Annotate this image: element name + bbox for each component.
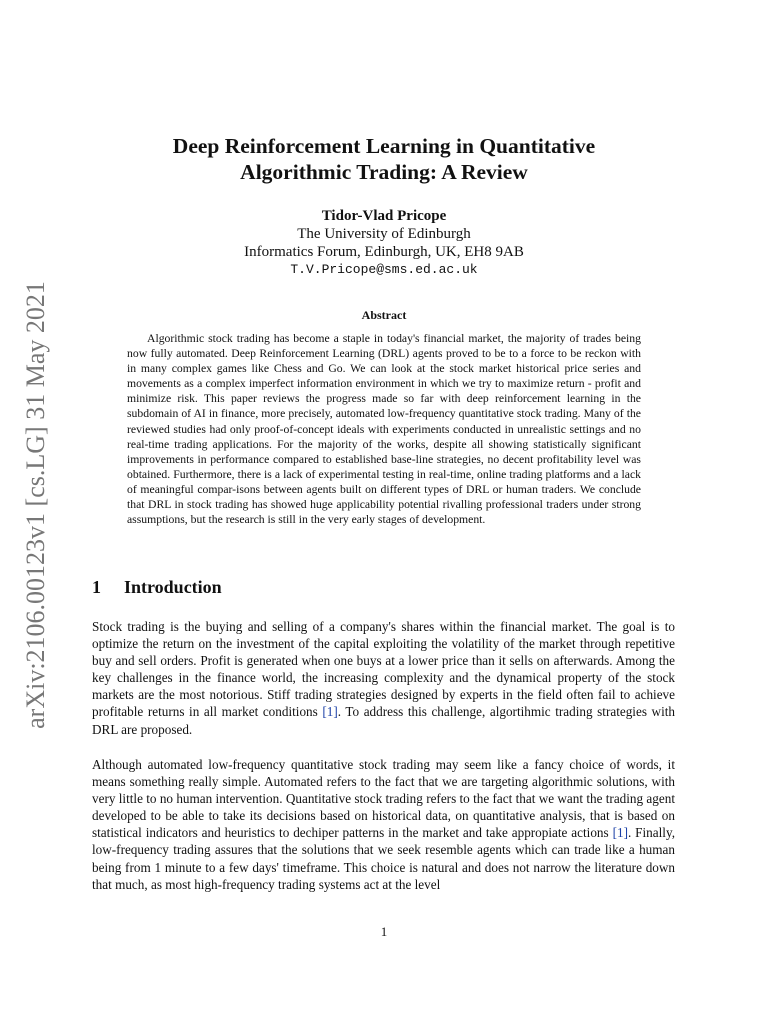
author-affiliation: The University of Edinburgh [297, 226, 471, 242]
paragraph-text: . To address this challenge, algortihmic trading strategies with DRL are proposed. [92, 704, 675, 737]
paragraph-text: Stock trading is the buying and selling of a company's shares within the financial market. The goal is to optimize the return on the investment of the capital exploiting the volatility of the market through repetitive buy and sell orders. Profit is generated when one buys at a lower price than it sells on afterwards. Among the key challenges in the finance world, the increasing complexity and the dynamical property of the stock markets are the most notorious. Stiff trading strategies designed by experts in the field often fail to achieve profitable returns in all market conditions [92, 619, 675, 720]
section-number: 1 [92, 577, 101, 597]
abstract-text: Algorithmic stock trading has become a staple in today's financial market, the majority of trades being now fully automated. Deep Reinforcement Learning (DRL) agents proved to be to a force to be reckon with in many complex games like Chess and Go. We can look at the stock market historical price series and movements as a complex imperfect information environment in which we try to maximize return - profit and minimize risk. This paper reviews the progress made so far with deep reinforcement learning in the subdomain of AI in finance, more precisely, automated low-frequency quantitative stock trading. Many of the reviewed studies had only proof-of-concept ideals with experiments conducted in unrealistic settings and no real-time trading applications. For the majority of the works, despite all showing statistically significant improvements in performance compared to established base-line strategies, no decent profitability level was obtained. Furthermore, there is a lack of experimental testing in real-time, online trading platforms and a lack of meaningful compar-isons between agents built on different types of DRL or human traders. We conclude that DRL in stock trading has showed huge applicability potential rivalling professional traders under strong assumptions, but the research is still in the very early stages of development. [127, 332, 641, 527]
page-number: 1 [380, 924, 388, 939]
title-line-2: Algorithmic Trading: A Review [240, 160, 528, 184]
intro-paragraph-2 [92, 756, 675, 893]
abstract-heading: Abstract [361, 308, 407, 322]
citation-link[interactable]: [1] [322, 704, 338, 720]
author-address: Informatics Forum, Edinburgh, UK, EH8 9AB [244, 244, 524, 260]
intro-paragraph-1 [92, 618, 675, 738]
section-heading [92, 577, 222, 598]
paragraph-text: Although automated low-frequency quantitative stock trading may seem like a fancy choice of words, it means something really simple. Automated refers to the fact that we are targeting algorithmic solutions, with very little to no human intervention. Quantitative stock trading refers to the fact that we want the trading agent developed to be able to take its decisions based on historical data, on quantitative analysis, that is based on statistical indicators and heuristics to dechiper patterns in the market and take appropiate actions [92, 757, 675, 841]
arxiv-stamp: arXiv:2106.00123v1 [cs.LG] 31 May 2021 [21, 281, 50, 729]
section-title: Introduction [124, 577, 222, 597]
paragraph-text: . Finally, low-frequency trading assures that the solutions that we seek resemble agents which can trade like a human being from 1 minute to a few days' timeframe. This choice is natural and does not narrow the literature down that much, as most high-frequency trading systems act at the level [92, 825, 675, 892]
citation-link[interactable]: [1] [612, 825, 628, 841]
author-name: Tidor-Vlad Pricope [321, 208, 447, 224]
title-line-1: Deep Reinforcement Learning in Quantitative [172, 134, 596, 158]
paper-title [100, 133, 668, 185]
author-block [100, 207, 668, 279]
author-email: T.V.Pricope@sms.ed.ac.uk [290, 262, 478, 277]
